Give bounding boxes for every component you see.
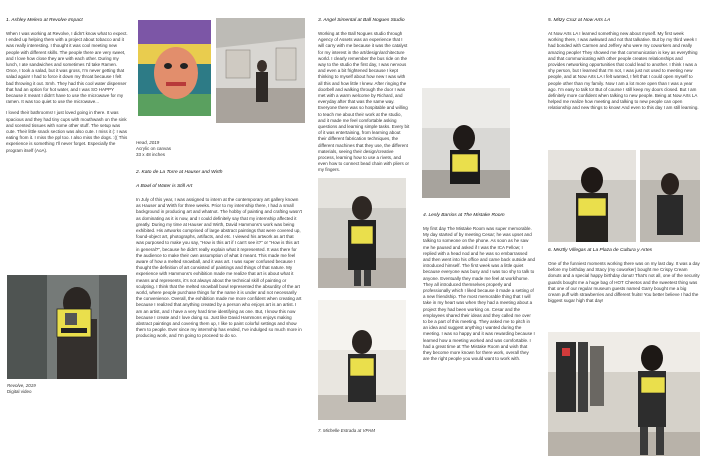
section-5-paragraph-1: At Now Arts LA I learned something new about myself. My first week working there, I was awkward and not that talkative. But by my third week I had bonded with Carmen and Jeffery who were my coworkers and really amazing people! They showed me that communication is key as everything and that communicating with other people creates relationships and provides networking opportunities that could lead to another. I think I was a shy person, but I learned that I'm not, I was just not used to meeting new people, and at Now Arts LA I felt wanted, I felt that I could open myself to people other than my family. Now I am a lot more open than I was a year ago. I'm easy to talk to! But of course I still keep my doors closed. But I am definitely more confident when talking to new people. Being at Now Arts LA helped me realize how meeting and talking to new people can open relationship and new things to know! And even to this day I am still learning.	[548, 31, 699, 111]
section-2-body	[136, 197, 302, 345]
section-2-subheading: A Bowl of Water is Still Art	[136, 184, 193, 189]
section-1-body	[6, 31, 130, 159]
photo-revolve-person	[7, 275, 127, 379]
section-3-paragraph-1: Working at the Ball Nogues studio through Agency of Assets was an experience that I will carry with me because it was the catalyst for my interest in the art/design/architecture world. I clearly remember the bus ride on the way to the studio the first day, I was nervous and even a bit frightened because I kept thinking to myself about how new I was with all this and how little I knew. After ringing the doorbell and walking through the door I was met with a warm welcome by Richard, and everyday after that was the same way. Everyone there was so hospitable and willing to teach me about their work at the studio, and it made me feel comfortable asking questions and learning simple tasks. Every bit of it was entertaining, from learning about their different fabrication techniques, the different machines that they use, the different materials, seeing their design/creative process, learning how to use a rivets, and even how to connect bead chain with pliers or my fingers.	[318, 31, 410, 173]
section-4-heading: 4. Lesly Barrios at The Mistake Room	[423, 213, 505, 218]
photo-la-plaza	[548, 332, 700, 456]
section-5-heading: 5. Mitzy Cruz at Now Arts LA	[548, 18, 611, 23]
section-5-body	[548, 31, 700, 117]
caption-head-size: 33 x 48 inches	[136, 152, 166, 157]
section-1-heading: 1. Ashley Melero at Revolve Impact	[6, 18, 83, 23]
photo-now-arts-la	[548, 150, 636, 242]
photo-ball-nogues	[318, 178, 406, 288]
photo-mistake-room	[422, 88, 510, 198]
section-1-paragraph-1: When I was working at Revolve, I didn't know what to expect. I ended up helping them with a project about tobacco and it was really interesting. I thought it was cool meeting new people with different skills. The people there are very sweet, and I love how close they are with each other. During my lunch, I ate sandwiches and sometimes I'd take Ramen. Once, I took a salad, but it was gross, I'm never getting that salad again! I had to force it down my throat because I felt bad throwing it out. Smh. They had this cool water dispenser that had an option for hot water, and I was SO HAPPY because it meant I didn't have to use the microwave for my ramen. It was too quiet to use the microwave...	[6, 31, 128, 105]
section-3-body	[318, 31, 410, 179]
section-3-heading: 3. Angel Simental at Ball Nogues Studio	[318, 18, 405, 23]
section-2-heading: 2. Kato de La Torre at Hauser and Wirth	[136, 170, 223, 175]
section-4-body	[423, 226, 535, 367]
section-4-paragraph-1: My first day The Mistake Room was super memorable. My day started of by meeting Cesar; he was upset and talking to someone on the phone. As soon as he saw me he paused and asked if I was the ICA Fellow; I replied with a head nod and he was so embarrassed and then went into his office and came back outside and introduced himself. The first week was a little quiet because everyone was busy and I was too shy to talk to anyone. Eventually they made me feel at work/home. They all introduced themselves properly and professionally which I liked because it made a setting of a new friendship. The most memorable thing that I will take in my heart was when they had a meeting about a project they had been working on. Cesar and the employees shared their ideas and they called me over to be a part of this meeting. They asked me to pitch in an idea and suggest anything I wanted during the meeting. I was so happy and it was rewarding because I learned how a meeting worked and was comfortable. I had a great time at The Mistake Room and wish that they become more known for there work, overall they are the right people you would want to work with.	[423, 226, 535, 362]
section-6-paragraph-1: One of the funniest moments working there was on my last day. It was a day before my birthday and Stacy (my coworker) bought me Crispy Cream donuts and a special happy birthday donut! That's not all, one of the security guards bought me a huge bag of HOT Cheetos and the sweetest thing was that one of our regular museum guests named Garry bought me a big cream puff with strawberries and different fruits! You better believe I had the biggest sugar high that day!	[548, 261, 700, 304]
section-2-paragraph-1: In July of this year, I was assigned to intern at the contemporary art gallery known as Hauser and Wirth for three weeks. Prior to my internship there, I had a small background in producing art and whatnot. The hobby of painting and crafting wasn't as dominating as it is now, and I could definitely say that my internship affected it greatly. During my time at Hauser and Wirth, David Hammons's work was being exhibited. His artworks comprised of large abstract paintings that were covered up, found-object art, photographs, artifacts, and etc. I viewed his artwork as art that was purposed to make you say, "How is this art if I can't see it?" or "How is this art in general?", because he didn't really explain what it represented. It was there for the audience to make their own assumption of what it meant. This made me feel aware of how a melted snowball, and it was art. I was super confused because I thought the definition of art consisted of paintings and things of that nature. My experience with Hammons's exhibition made me realize that art is about what it means and represents, it's not always about the technical skill of painting or sculpting. I think that the melted snowball bowl represented the absurdity of the art world, where people purchase things for the name it is under and not necessarily the convenience. Overall, the exhibition made me more confident when creating art because I realized that anything created by a person who enjoys art is an artist. I am an artist, and I have a very hard time identifying as one. But, I know this now because I create and I love doing so. Just like David Hammons enjoys making abstract paintings and covering them up, I like to paint colorful settings and show them to people. Ever since my internship has ended, I've indulged so much more in producing work, and I'm going to proceed to do so.	[136, 197, 302, 339]
photo-vpam	[318, 300, 406, 420]
caption-head	[136, 140, 171, 158]
caption-revolve	[7, 383, 36, 395]
caption-vpam: 7. Michelle Estrada at VPAM	[318, 428, 375, 433]
section-6-body	[548, 261, 700, 309]
section-6-heading: 6. Meztly Villegas at La Plaza de Cultura y Artes	[548, 248, 653, 253]
caption-revolve-medium: Digital video	[7, 389, 32, 394]
caption-revolve-title: Revolve, 2019	[7, 383, 36, 388]
section-1-paragraph-2: I loved their bathrooms! I just loved going in there. It was spacious and they had tiny cups with mouthwash on the sink and scented tissues with some other stuff. The setup was cute. Their little snack section was also cute. I miss it (: I was eating from it. I miss the ppl too. I also miss the dogs. :(( This experience is something I'll never forget. Especially the program itself (AoA).	[6, 110, 128, 153]
caption-head-medium: Acrylic on canvas	[136, 146, 172, 151]
photo-gallery-room	[216, 18, 305, 123]
photo-head-painting	[136, 18, 213, 118]
caption-head-title: Head, 2019	[136, 140, 160, 145]
photo-now-arts-la-2	[640, 150, 700, 242]
